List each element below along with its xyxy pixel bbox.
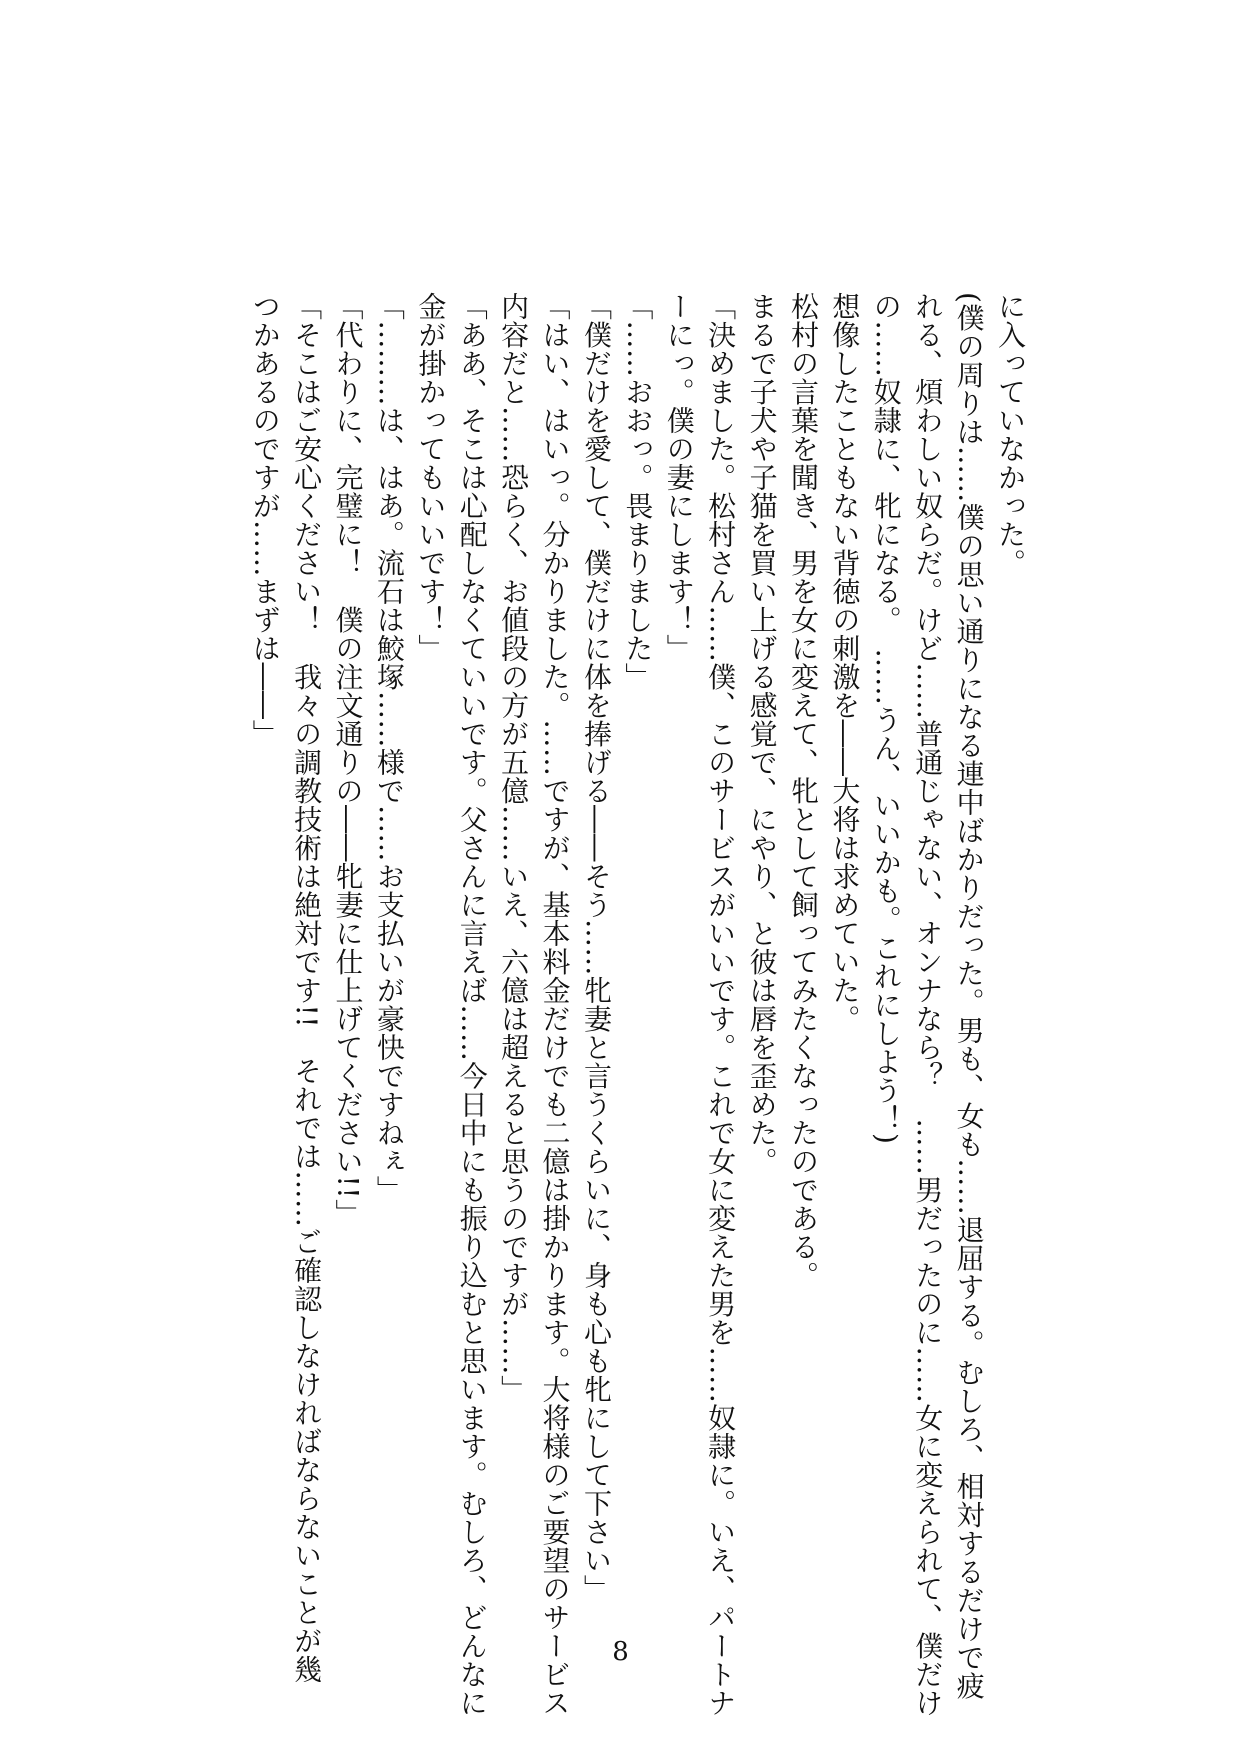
text-line: に入っていなかった。 [994, 292, 1027, 577]
text-line: れる、煩わしい奴らだ。けど……普通じゃない、オンナなら？ ……男だったのに……女に変えられて、僕だけ [911, 292, 945, 1717]
text-line: 「僕だけを愛して、僕だけに体を捧げる――そう……牝妻と言うくらいに、身も心も牝にして下さい」 [579, 292, 613, 1603]
text-line: 「ああ、そこは心配しなくていいです。父さんに言えば……今日中にも振り込むと思います。むしろ、どんなに [455, 292, 489, 1717]
text-line: つかあるのですが……まずは――」 [248, 292, 282, 748]
text-line: (僕の周りは……僕の思い通りになる連中ばかりだった。男も、女も……退屈する。むしろ、相対するだけで疲 [952, 292, 986, 1700]
text-line: 「決めました。松村さん……僕、このサービスがいいです。これで女に変えた男を……奴隷に。いえ、パートナ [704, 292, 738, 1717]
text-line: 想像したこともない背徳の刺激を――大将は求めていた。 [828, 292, 862, 1033]
text-line: 金が掛かってもいいです！」 [414, 292, 448, 663]
text-line: 「代わりに、完璧に！ 僕の注文通りの――牝妻に仕上げてください!!」 [331, 292, 365, 1228]
page-number: 8 [612, 1637, 629, 1667]
text-line: 「………は、はあ。流石は鮫塚……様で……お支払いが豪快ですねぇ」 [372, 292, 406, 1204]
text-line: ーにっ。僕の妻にします！」 [662, 292, 696, 663]
vertical-text-body [171, 292, 1031, 1717]
text-line: 松村の言葉を聞き、男を女に変えて、牝として飼ってみたくなったのである。 [786, 292, 820, 1290]
text-line: 「そこはご安心ください！ 我々の調教技術は絶対です!! それでは……ご確認しなければならないことが幾 [290, 292, 324, 1684]
text-line: 「……おおっ。畏まりました」 [621, 292, 655, 691]
text-line: の……奴隷に、牝になる。 ……うん、いいかも。これにしよう！) [869, 292, 903, 1145]
text-line: 内容だと……恐らく、お値段の方が五億……いえ、六億は超えると思うのですが……」 [497, 292, 531, 1404]
text-line: まるで子犬や子猫を買い上げる感覚で、にやり、と彼は唇を歪めた。 [745, 292, 779, 1176]
text-line: 「はい、はいっ。分かりました。……ですが、基本料金だけでも二億は掛かります。大将様のご要望のサービス [538, 292, 572, 1717]
